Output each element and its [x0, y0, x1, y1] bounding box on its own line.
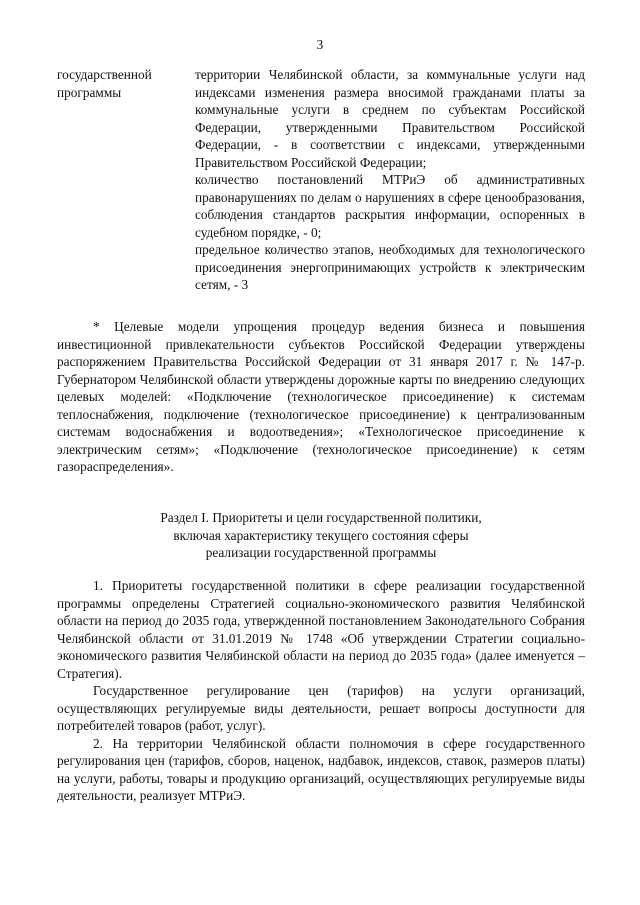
paragraph: Государственное регулирование цен (тарифов) на услуги организаций, осуществляющих регулируемые виды деятельности, решает вопросы доступности для потребителей товаров (работ, услуг).: [57, 683, 585, 733]
section-heading-line: Раздел I. Приоритеты и цели государственной политики,: [160, 510, 482, 525]
paragraph: 1. Приоритеты государственной политики в сфере реализации государственной программы определены Стратегией социально-экономического развития Челябинской области на период до 2035 года, утвержденной постановлением Законодательного Собрания Челябинской области от 31.01.2019 № 1748 «Об утверждении Стратегии социально-экономического развития Челябинской области на период до 2035 года» (далее именуется – Стратегия).: [57, 578, 585, 681]
section-heading-line: реализации государственной программы: [205, 545, 437, 560]
paragraph: 2. На территории Челябинской области полномочия в сфере государственного регулирования цен (тарифов, сборов, наценок, надбавок, индексов, ставок, размеров платы) на услуги, работы, товары и продукцию организаций, осуществляющих регулируемые виды деятельности, реализует МТРиЭ.: [57, 735, 585, 803]
indicator-item: предельное количество этапов, необходимых для технологического присоединения энергопринимающих устройств к электрическим сетям, - 3: [195, 242, 585, 292]
body-text: [57, 577, 585, 805]
indicators-table-row: [57, 66, 585, 294]
section-heading-line: включая характеристику текущего состояния сферы: [173, 527, 469, 543]
page-number: 3: [316, 37, 324, 52]
indicator-item: территории Челябинской области, за коммунальные услуги над индексами изменения размера вносимой гражданами платы за коммунальные услуги в среднем по субъектам Российской Федерации, утвержденными Правительством Российской Федерации, - в соответствии с индексами, утвержденными Правительством Российской Федерации;: [195, 67, 585, 170]
indicator-item: количество постановлений МТРиЭ об административных правонарушениях по делам о нарушениях в сфере ценообразования, соблюдения стандартов раскрытия информации, оспоренных в судебном порядке, - 0;: [195, 172, 585, 240]
footnote: * Целевые модели упрощения процедур ведения бизнеса и повышения инвестиционной привлекательности субъектов Российской Федерации утверждены распоряжением Правительства Российской Федерации от 31 января 2017 г. № 147-р. Губернатором Челябинской области утверждены дорожные карты по внедрению следующих целевых моделей: «Подключение (технологическое присоединение) к системам теплоснабжения, подключение (технологическое присоединение) к централизованным системам водоснабжения и водоотведения»; «Технологическое присоединение к электрическим сетям»; «Подключение (технологическое присоединение) к сетям газораспределения».: [57, 319, 585, 474]
table-left-label: государственной программы: [57, 67, 152, 100]
section-heading: [57, 509, 585, 562]
table-right-cell: [195, 66, 585, 294]
